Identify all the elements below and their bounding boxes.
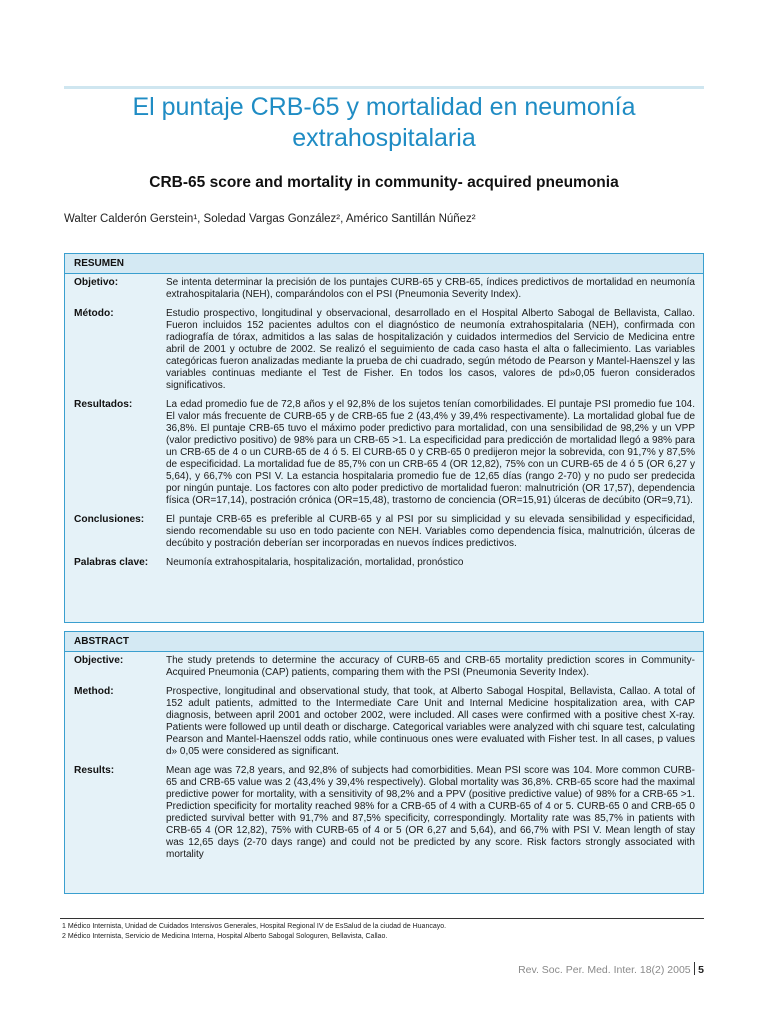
abstract-label: Method: bbox=[74, 686, 114, 697]
resumen-text: Neumonía extrahospitalaria, hospitalización, mortalidad, pronóstico bbox=[166, 557, 464, 568]
article-title: El puntaje CRB-65 y mortalidad en neumonía extrahospitalaria bbox=[132, 93, 636, 152]
resumen-label: Palabras clave: bbox=[74, 557, 149, 568]
resumen-text: Se intenta determinar la precisión de los puntajes CURB-65 y CRB-65, índices predictivos de mortalidad en neumonía extrahospitalaria (NEH), comparándolos con el PSI (Pneumonia Severity Index). bbox=[166, 277, 695, 300]
resumen-text: El puntaje CRB-65 es preferible al CURB-65 y al PSI por su simplicidad y su elevada sensibilidad y especificidad, siendo recomendable su uso en todo paciente con NEH. Variables como dependencia física, malnutrición, úlceras de decúbito y postración deberían ser incorporadas en nuevos índices predictivos. bbox=[166, 514, 695, 549]
footnote-2: 2 Médico Internista, Servicio de Medicina Interna, Hospital Alberto Sabogal Sologuren, Bellavista, Callao. bbox=[62, 933, 388, 940]
abstract-label: Objective: bbox=[74, 655, 124, 666]
page-number: 5 bbox=[698, 964, 704, 976]
author-list: Walter Calderón Gerstein¹, Soledad Vargas González², Américo Santillán Núñez² bbox=[64, 213, 476, 225]
resumen-text: La edad promedio fue de 72,8 años y el 92,8% de los sujetos tenían comorbilidades. El puntaje PSI promedio fue 104. El valor más frecuente de CURB-65 y de CRB-65 fue 2 (43,4% y 39,4% respectivamente). La mortalidad global fue de 36,8%. El puntaje CRB-65 tuvo el máximo poder predictivo para mortalidad, con una sensibilidad de 98,2% y un VPP (valor predictivo positivo) de 98% para un CRB-65 >1. La especificidad para predicción de mortalidad llegó a 98% para un CRB-65 de 4 o un CURB-65 de 4 ó 5. El CURB-65 0 y CRB-65 0 predijeron mejor la sobrevida, con 91,7% y 87,5% de especificidad. La mortalidad fue de 85,7% con un CRB-65 4 (OR 12,82), 75% con un CURB-65 de 4 ó 5 (OR 6,27 y 5,64), y 66,7% con PSI V. La estancia hospitalaria promedio fue de 12,65 días (rango 2-70) y no pudo ser predecida por ningún puntaje. Los factores con alto poder predictivo de mortalidad fueron: malnutrición (OR 17,57), dependencia física (OR=17,14), postración crónica (OR=15,48), trastorno de conciencia (OR=15,91) úlceras de decúbito (OR=9,71). bbox=[166, 399, 695, 506]
abstract-header: ABSTRACT bbox=[65, 632, 703, 652]
resumen-rows bbox=[65, 274, 703, 569]
abstract-row bbox=[65, 762, 703, 861]
resumen-header: RESUMEN bbox=[65, 254, 703, 274]
resumen-text: Estudio prospectivo, longitudinal y observacional, desarrollado en el Hospital Alberto Sabogal de Bellavista, Callao. Fueron incluidos 152 pacientes adultos con el diagnóstico de neumonía extrahospitalaria (NEH), confirmada con radiografía de tórax, admitidos a las salas de hospitalización y cuidados intermedios del Servicio de Medicina entre abril de 2001 y octubre de 2002. Se realizó el seguimiento de cada caso hasta el alta o fallecimiento. Las variables categóricas fueron analizadas mediante la prueba de chi cuadrado, según método de Pearson y Mantel-Haenszel y las variables continuas mediante el Test de Fisher. En todos los casos, valores de pd»0,05 fueron considerados significativos. bbox=[166, 308, 695, 391]
top-rule bbox=[64, 86, 704, 89]
resumen-row bbox=[65, 396, 703, 507]
resumen-label: Resultados: bbox=[74, 399, 133, 410]
abstract-text: Mean age was 72,8 years, and 92,8% of subjects had comorbidities. Mean PSI score was 104. More common CURB-65 and CRB-65 value was 2 (43,4% y 39,4% respectively). Global mortality was 36,8%. CRB-65 score had the maximal predictive power for mortality, with a sensitivity of 98,2% and a PPV (positive predictive value) of 98% for a CRB-65 >1. Prediction specificity for mortality reached 98% for a CRB-65 of 4 with a CURB-65 of 4 or 5. CURB-65 0 and CRB-65 0 predicted survival better with 91,7% and 87,5% specificity, correspondingly. Mortality rate was 85,7% in patients with CRB-65 4 (OR 12,82), 75% with CURB-65 of 4 or 5 (OR 6,27 and 5,64), and 66,7% with PSI V. Mean length of stay was 12,65 days (2-70 days range) and could not be predicted by any score. Risk factors strongly associated with mortality bbox=[166, 765, 695, 860]
abstract-row bbox=[65, 683, 703, 758]
abstract-rows bbox=[65, 652, 703, 861]
resumen-label: Conclusiones: bbox=[74, 514, 145, 525]
footer-separator bbox=[694, 962, 696, 975]
resumen-label: Método: bbox=[74, 308, 114, 319]
resumen-row bbox=[65, 511, 703, 550]
resumen-box bbox=[64, 253, 704, 623]
page-footer bbox=[518, 962, 704, 976]
resumen-row bbox=[65, 305, 703, 392]
abstract-row bbox=[65, 652, 703, 679]
resumen-label: Objetivo: bbox=[74, 277, 119, 288]
abstract-label: Results: bbox=[74, 765, 115, 776]
abstract-box bbox=[64, 631, 704, 894]
journal-citation: Rev. Soc. Per. Med. Inter. 18(2) 2005 bbox=[518, 964, 691, 976]
footnote-rule bbox=[60, 918, 704, 919]
resumen-row bbox=[65, 274, 703, 301]
abstract-text: The study pretends to determine the accuracy of CURB-65 and CRB-65 mortality prediction scores in Community-Acquired Pneumonia (CAP) patients, comparing them with the PSI (Pneumonia Severity Index). bbox=[166, 655, 695, 678]
resumen-row bbox=[65, 554, 703, 569]
footnote-1: 1 Médico Internista, Unidad de Cuidados Intensivos Generales, Hospital Regional IV de EsSalud de la ciudad de Huancayo. bbox=[62, 923, 447, 930]
article-subtitle: CRB-65 score and mortality in community- acquired pneumonia bbox=[149, 174, 619, 191]
abstract-text: Prospective, longitudinal and observational study, that took, at Alberto Sabogal Hospital, Bellavista, Callao. A total of 152 adult patients, admitted to the Intermediate Care Unit and Internal Medicine hospitalization area, with CAP diagnosis, between april 2001 and october 2002, were included. All cases were confirmed with a positive chest X-ray. Patients were followed up until death or discharge. Categorical variables were analyzed with chi square test, calculating Pearson and Mantel-Haenszel odds ratio, while continuous ones were evaluated with Fisher test. In all cases, p values d» 0,05 were considered as significant. bbox=[166, 686, 695, 757]
